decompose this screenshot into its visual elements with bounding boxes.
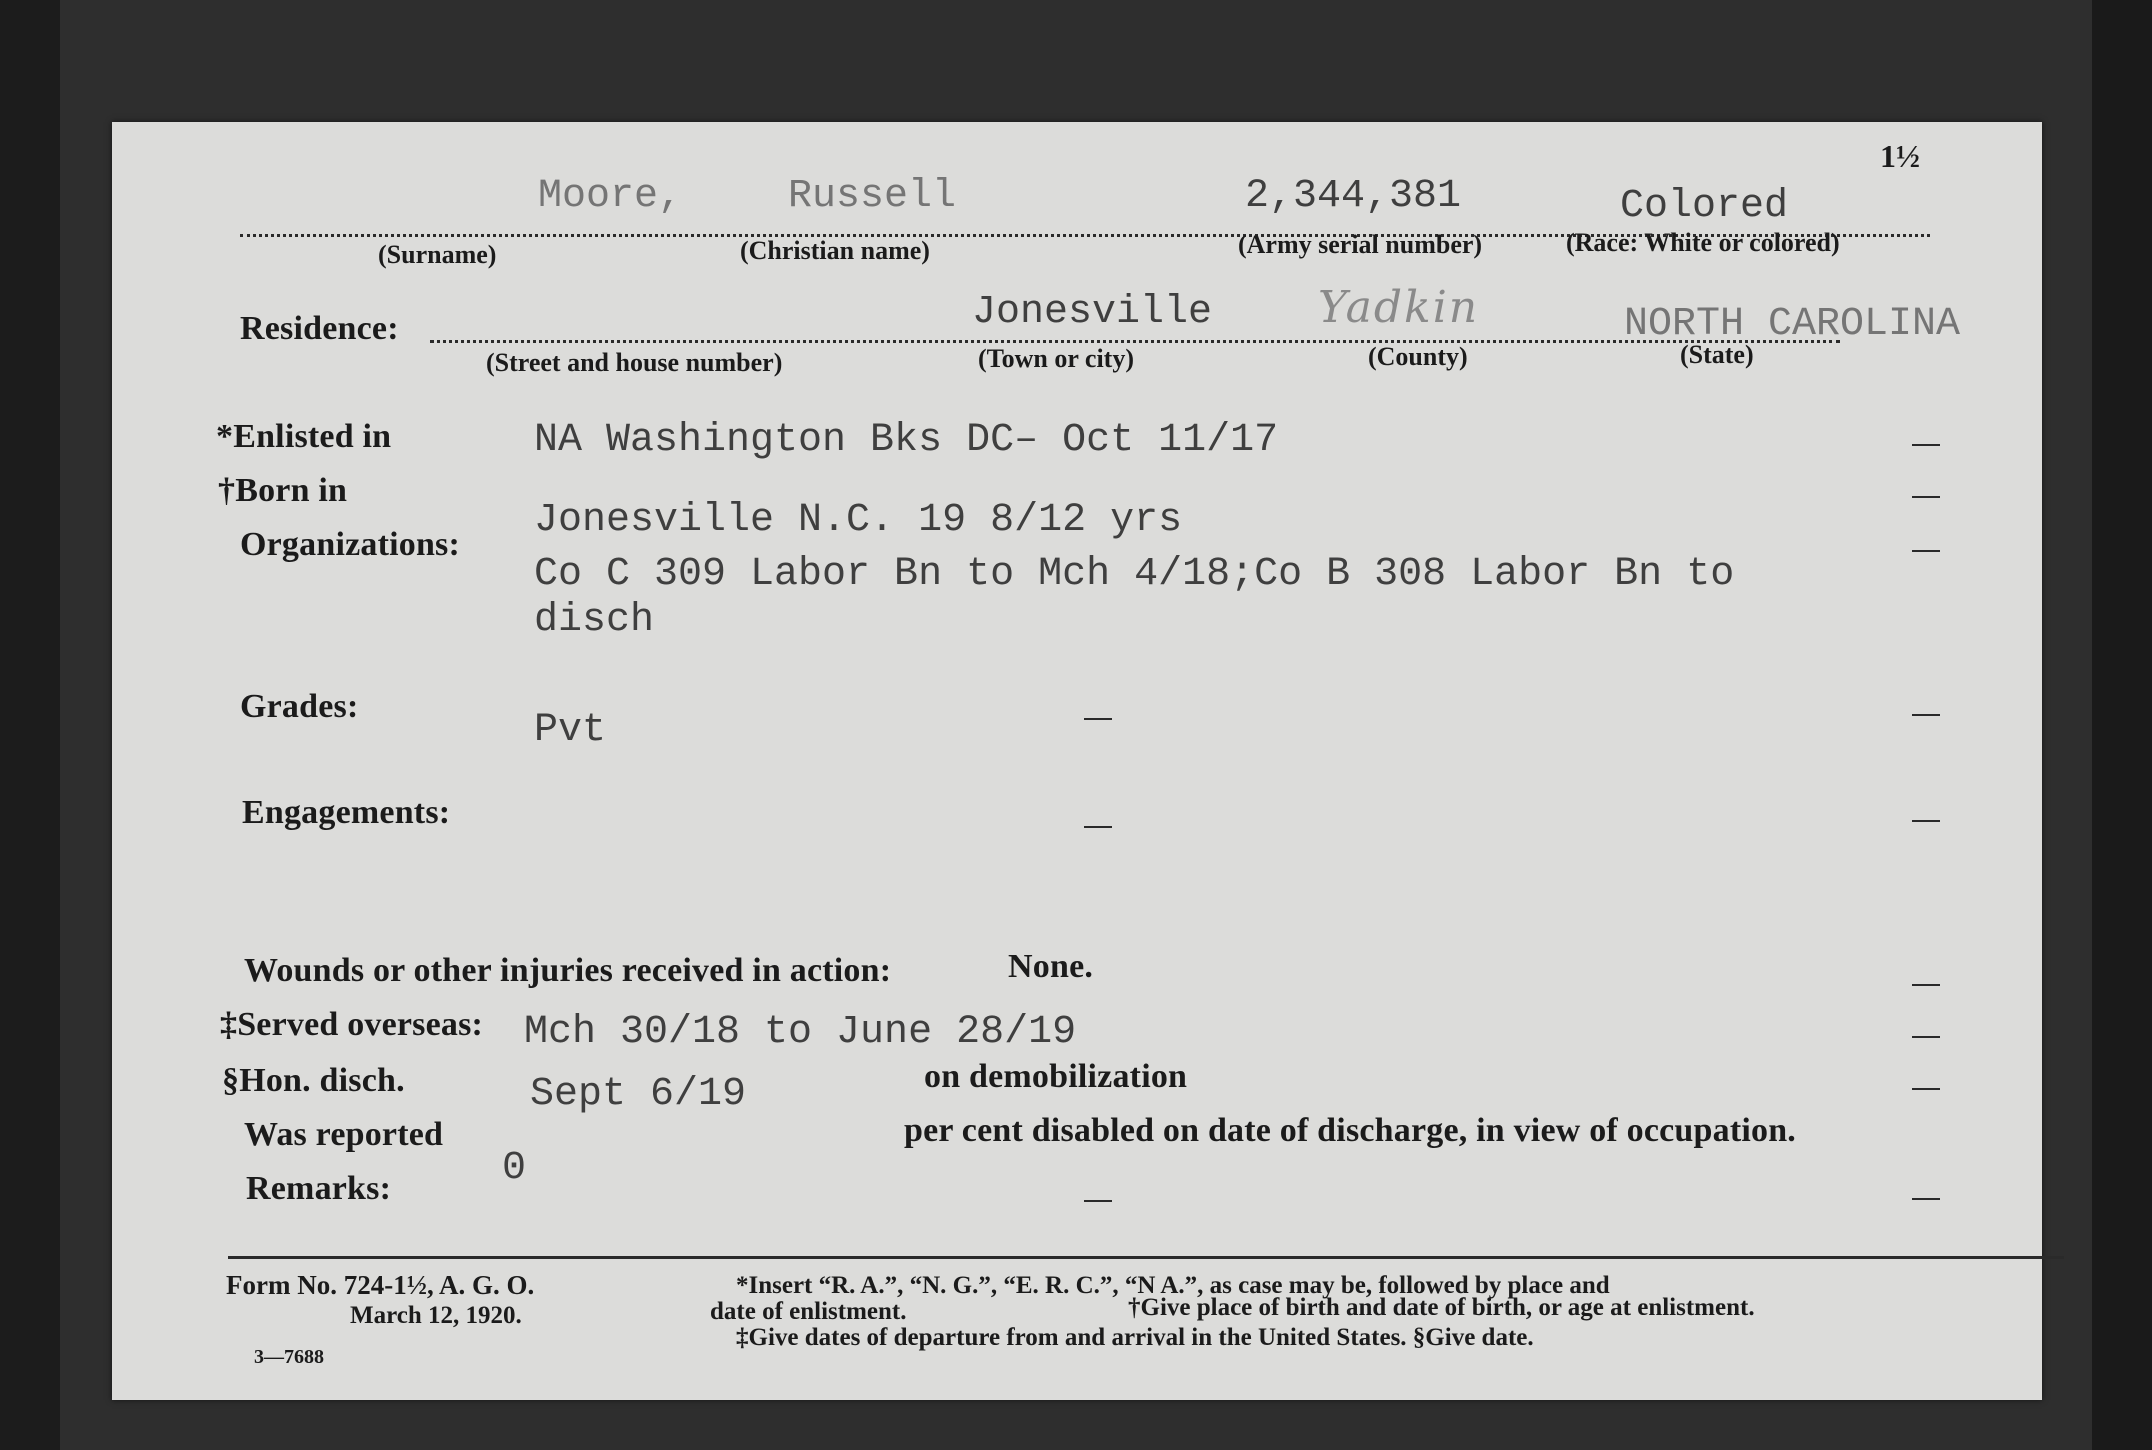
footer-rule [228, 1256, 2064, 1259]
born-value: Jonesville N.C. 19 8/12 yrs [534, 498, 1183, 543]
scanner-edge-right [2092, 0, 2152, 1450]
wounds-dash [1912, 984, 1940, 986]
residence-town-value: Jonesville [972, 290, 1213, 335]
organizations-dash [1912, 550, 1940, 552]
grades-value: Pvt [534, 708, 607, 753]
remarks-label: Remarks: [246, 1170, 392, 1207]
serial-number-value: 2,344,381 [1245, 174, 1462, 219]
residence-county-value: Yadkin [1318, 282, 1480, 333]
served-overseas-value: Mch 30/18 to June 28/19 [524, 1010, 1077, 1055]
street-label: (Street and house number) [486, 348, 783, 377]
grades-label: Grades: [240, 688, 359, 725]
surname-label: (Surname) [378, 240, 497, 269]
hon-disch-value: Sept 6/19 [530, 1072, 747, 1117]
overseas-dash [1912, 1036, 1940, 1038]
residence-label: Residence: [240, 310, 399, 347]
hon-disch-label: §Hon. disch. [222, 1062, 405, 1099]
was-reported-value: 0 [502, 1146, 527, 1191]
demobilization-text: on demobilization [924, 1058, 1188, 1095]
engagements-mid-dash [1084, 826, 1112, 828]
born-label: †Born in [218, 472, 348, 509]
enlisted-label: *Enlisted in [216, 418, 392, 455]
enlisted-dash [1912, 444, 1940, 446]
hon-disch-dash [1912, 1088, 1940, 1090]
disability-text: per cent disabled on date of discharge, in view of occupation. [904, 1112, 1797, 1149]
serial-number-label: (Army serial number) [1238, 230, 1483, 259]
enlisted-value: NA Washington Bks DC– Oct 11/17 [534, 418, 1279, 463]
footnote-line2b: †Give place of birth and date of birth, or age at enlistment. [1128, 1294, 1755, 1321]
grades-mid-dash [1084, 718, 1112, 720]
remarks-mid-dash [1084, 1200, 1112, 1202]
wounds-label: Wounds or other injuries received in action: [244, 952, 892, 989]
served-overseas-label: ‡Served overseas: [220, 1006, 484, 1043]
scanner-edge-left [0, 0, 60, 1450]
race-label: (Race: White or colored) [1566, 228, 1840, 257]
engagements-dash [1912, 820, 1940, 822]
grades-dash [1912, 714, 1940, 716]
form-date: March 12, 1920. [350, 1302, 522, 1329]
surname-value: Moore, [538, 174, 683, 219]
card-number: 1½ [1880, 138, 1920, 174]
christian-name-value: Russell [788, 174, 957, 219]
state-label: (State) [1680, 340, 1754, 369]
organizations-value-line1: Co C 309 Labor Bn to Mch 4/18;Co B 308 Labor Bn to [534, 552, 1735, 597]
christian-name-label: (Christian name) [740, 236, 930, 265]
form-code: 3—7688 [254, 1346, 324, 1368]
engagements-label: Engagements: [242, 794, 451, 831]
footnote-line2a: date of enlistment. [710, 1298, 907, 1325]
form-number: Form No. 724-1½, A. G. O. [226, 1270, 535, 1300]
wounds-value: None. [1008, 948, 1094, 985]
organizations-value-line2: disch [534, 598, 655, 643]
footnote-line1: *Insert “R. A.”, “N. G.”, “E. R. C.”, “N A.”, as case may be, followed by place and [736, 1272, 1610, 1299]
footnote-line3: ‡Give dates of departure from and arrival in the United States. §Give date. [736, 1324, 1534, 1351]
remarks-dash [1912, 1198, 1940, 1200]
residence-state-value: NORTH CAROLINA [1624, 302, 1961, 347]
was-reported-label: Was reported [244, 1116, 444, 1153]
organizations-label: Organizations: [240, 526, 461, 563]
county-label: (County) [1368, 342, 1468, 371]
race-value: Colored [1620, 184, 1789, 229]
service-record-card [112, 122, 2042, 1400]
town-label: (Town or city) [978, 344, 1134, 373]
born-dash [1912, 496, 1940, 498]
